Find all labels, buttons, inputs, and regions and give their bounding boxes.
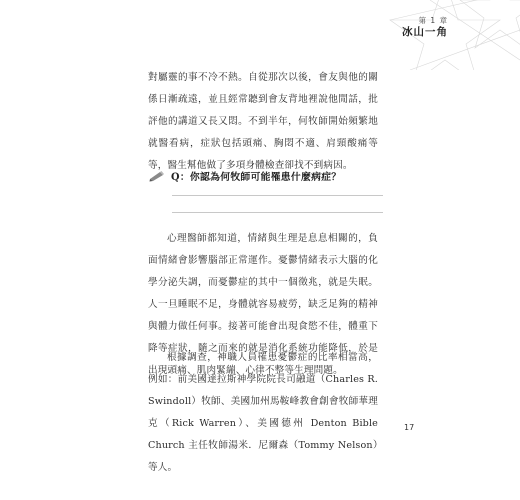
answer-line	[172, 212, 383, 213]
chapter-title: 冰山一角	[402, 25, 448, 38]
pencil-icon	[149, 170, 165, 182]
question-text: Q：你認為何牧師可能罹患什麼病症？	[171, 172, 342, 183]
paragraph-text: 根據調查，神職人員罹患憂鬱症的比率相當高，例如：前美國達拉斯神學院院長司融道（Charles R. Swindoll）牧師、美國加州馬鞍峰教會創會牧師華理克（Rick Warren）、美國德州 Denton Bible Church 主任牧師湯米．尼爾森（Tommy Nelson）等人。	[148, 352, 378, 473]
page-number: 17	[404, 423, 415, 432]
paragraph-3	[148, 347, 378, 479]
paragraph-text: 對屬靈的事不冷不熱。自從那次以後，會友與他的關係日漸疏遠，並且經常聽到會友背地裡說他閒話，批評他的講道又長又悶。不到半年，何牧師開始頻繁地就醫看病，症狀包括頭痛、胸悶不適、肩頸酸痛等等，醫生幫他做了多項身體檢查卻找不到病因。	[148, 72, 378, 171]
question-block	[149, 167, 379, 185]
paragraph-text: 心理醫師都知道，情緒與生理是息息相關的，負面情緒會影響腦部正常運作。憂鬱情緒表示大腦的化學分泌失調，而憂鬱症的其中一個徵兆，就是失眠。人一旦睡眠不足，身體就容易疲勞，缺乏足夠的精神與體力做任何事。接著可能會出現食慾不佳，體重下降等症狀，隨之而來的就是消化系統功能降低，於是出現頭痛、肌肉緊繃、心律不整等生理問題。	[148, 233, 378, 376]
answer-line	[172, 195, 383, 196]
chapter-label: 第 1 章	[418, 16, 448, 25]
chapter-header	[402, 17, 448, 38]
paragraph-1	[148, 67, 378, 177]
